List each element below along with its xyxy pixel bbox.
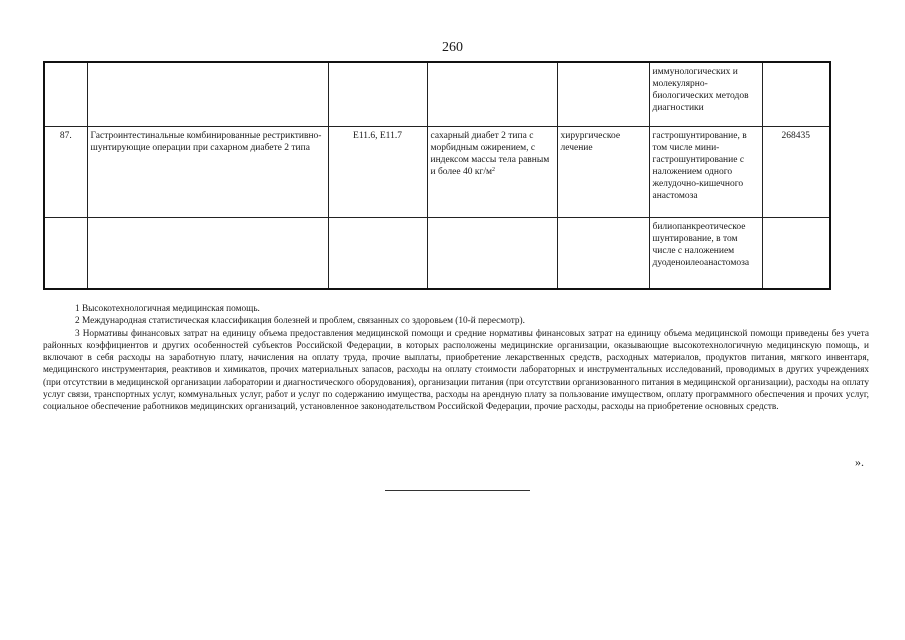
cell-num-empty-2 — [44, 218, 87, 290]
medical-care-table — [43, 61, 831, 290]
cell-treatment-empty — [557, 62, 649, 127]
cell-icd-codes: E11.6, E11.7 — [328, 127, 427, 218]
cell-method-continuation: иммунологических и молекулярно-биологических методов диагностики — [649, 62, 762, 127]
footnote-2: 2 Международная статистическая классификация болезней и проблем, связанных со здоровьем (10-й пересмотр). — [75, 316, 525, 327]
cell-treatment-empty-2 — [557, 218, 649, 290]
cell-model-empty-2 — [427, 218, 557, 290]
cell-name-empty — [87, 62, 328, 127]
cell-procedure-name: Гастроинтестинальные комбинированные рестриктивно-шунтирующие операции при сахарном диабете 2 типа — [87, 127, 328, 218]
footnote-3: 3 Нормативы финансовых затрат на единицу объема предоставления медицинской помощи и средние нормативы финансовых затрат на единицу объема медицинской помощи приведены без учета районных коэффициентов и других особенностей субъектов Российской Федерации, в которых расположены медицинские организации, оказывающие высокотехнологичную медицинскую помощь, и включают в себя расходы на заработную плату, начисления на оплату труда, прочие выплаты, приобретение лекарственных средств, расходных материалов, продуктов питания, мягкого инвентаря, медицинского инструментария, реактивов и химикатов, прочих материальных запасов, расходы на оплату стоимости лабораторных и инструментальных исследований, проводимых в других учреждениях (при отсутствии в медицинской организации лаборатории и диагностического оборудования), организации питания (при отсутствии организованного питания в медицинской организации), расходы на оплату услуг связи, транспортных услуг, коммунальных услуг, работ и услуг по содержанию имущества, расходы на арендную плату за пользование имуществом, оплату программного обеспечения и прочих услуг, социальное обеспечение работников медицинских организаций, установленное законодательством Российской Федерации, прочие расходы, расходы на приобретение основных средств. — [43, 328, 869, 413]
cell-codes-empty-2 — [328, 218, 427, 290]
cell-cost: 268435 — [762, 127, 830, 218]
closing-quote-mark: ». — [855, 455, 864, 469]
footnotes — [43, 303, 869, 414]
cell-patient-model — [427, 127, 557, 218]
cell-codes-empty — [328, 62, 427, 127]
model-text: сахарный диабет 2 типа с морбидным ожирением, с индексом массы тела равным и более 40 кг/м — [430, 131, 550, 177]
cell-model-empty — [427, 62, 557, 127]
model-superscript: 2 — [492, 167, 496, 173]
footnote-1: 1 Высокотехнологичная медицинская помощь. — [75, 304, 260, 314]
table-row-87-method-2 — [44, 218, 830, 290]
page-number: 260 — [442, 40, 463, 55]
cell-row-number: 87. — [44, 127, 87, 218]
separator-line — [385, 490, 530, 491]
cell-num-empty — [44, 62, 87, 127]
cell-name-empty-2 — [87, 218, 328, 290]
cell-method-1: гастрошунтирование, в том числе мини-гастрошунтирование с наложением одного желудочно-кишечного анастомоза — [649, 127, 762, 218]
cell-cost-empty — [762, 62, 830, 127]
table-row-continuation — [44, 62, 830, 127]
table-row-87 — [44, 127, 830, 218]
cell-treatment-type: хирургическое лечение — [557, 127, 649, 218]
cell-cost-empty-2 — [762, 218, 830, 290]
cell-method-2: билиопанкреотическое шунтирование, в том числе с наложением дуоденоилеоанастомоза — [649, 218, 762, 290]
